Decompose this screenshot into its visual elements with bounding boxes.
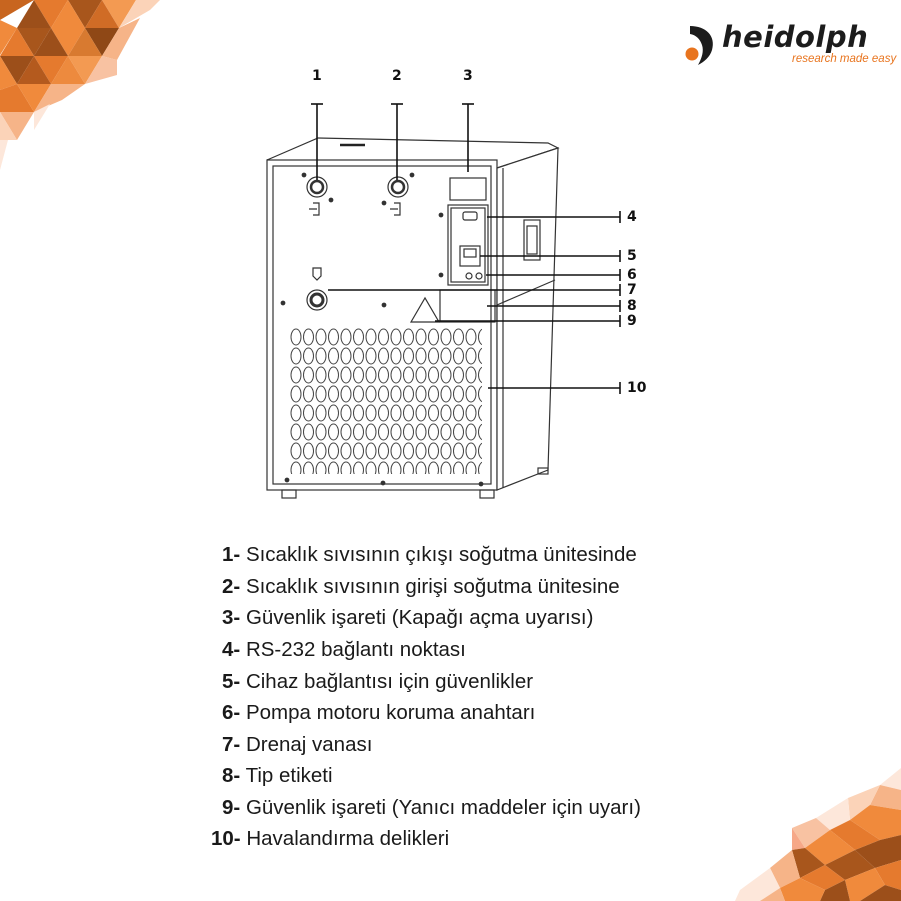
- callout-3: 3: [463, 68, 473, 84]
- callout-9: 9: [627, 313, 637, 329]
- callout-2: 2: [392, 68, 402, 84]
- legend-item-6: 6- Pompa motoru koruma anahtarı: [222, 701, 536, 724]
- brand-tagline: research made easy: [792, 53, 897, 65]
- legend-item-4: 4- RS-232 bağlantı noktası: [222, 638, 466, 661]
- legend-item-3: 3- Güvenlik işareti (Kapağı açma uyarısı): [222, 606, 594, 629]
- legend-item-2: 2- Sıcaklık sıvısının girişi soğutma ünitesine: [222, 575, 620, 598]
- callout-8: 8: [627, 298, 637, 314]
- legend-item-8: 8- Tip etiketi: [222, 764, 333, 787]
- callout-7: 7: [627, 282, 637, 298]
- legend-item-9: 9- Güvenlik işareti (Yanıcı maddeler için uyarı): [222, 796, 641, 819]
- brand-name: heidolph: [722, 20, 869, 54]
- legend-item-5: 5- Cihaz bağlantısı için güvenlikler: [222, 670, 534, 693]
- ventilation-grid: [290, 328, 482, 474]
- corner-decoration-bottom-right: [730, 750, 901, 901]
- callout-6: 6: [627, 267, 637, 283]
- callout-5: 5: [627, 248, 637, 264]
- legend-item-1: 1- Sıcaklık sıvısının çıkışı soğutma ünitesinde: [222, 543, 637, 566]
- callout-10: 10: [627, 380, 647, 396]
- legend-item-7: 7- Drenaj vanası: [222, 733, 373, 756]
- callout-4: 4: [627, 209, 637, 225]
- legend-item-10: 10- Havalandırma delikleri: [211, 827, 450, 850]
- callout-1: 1: [312, 68, 322, 84]
